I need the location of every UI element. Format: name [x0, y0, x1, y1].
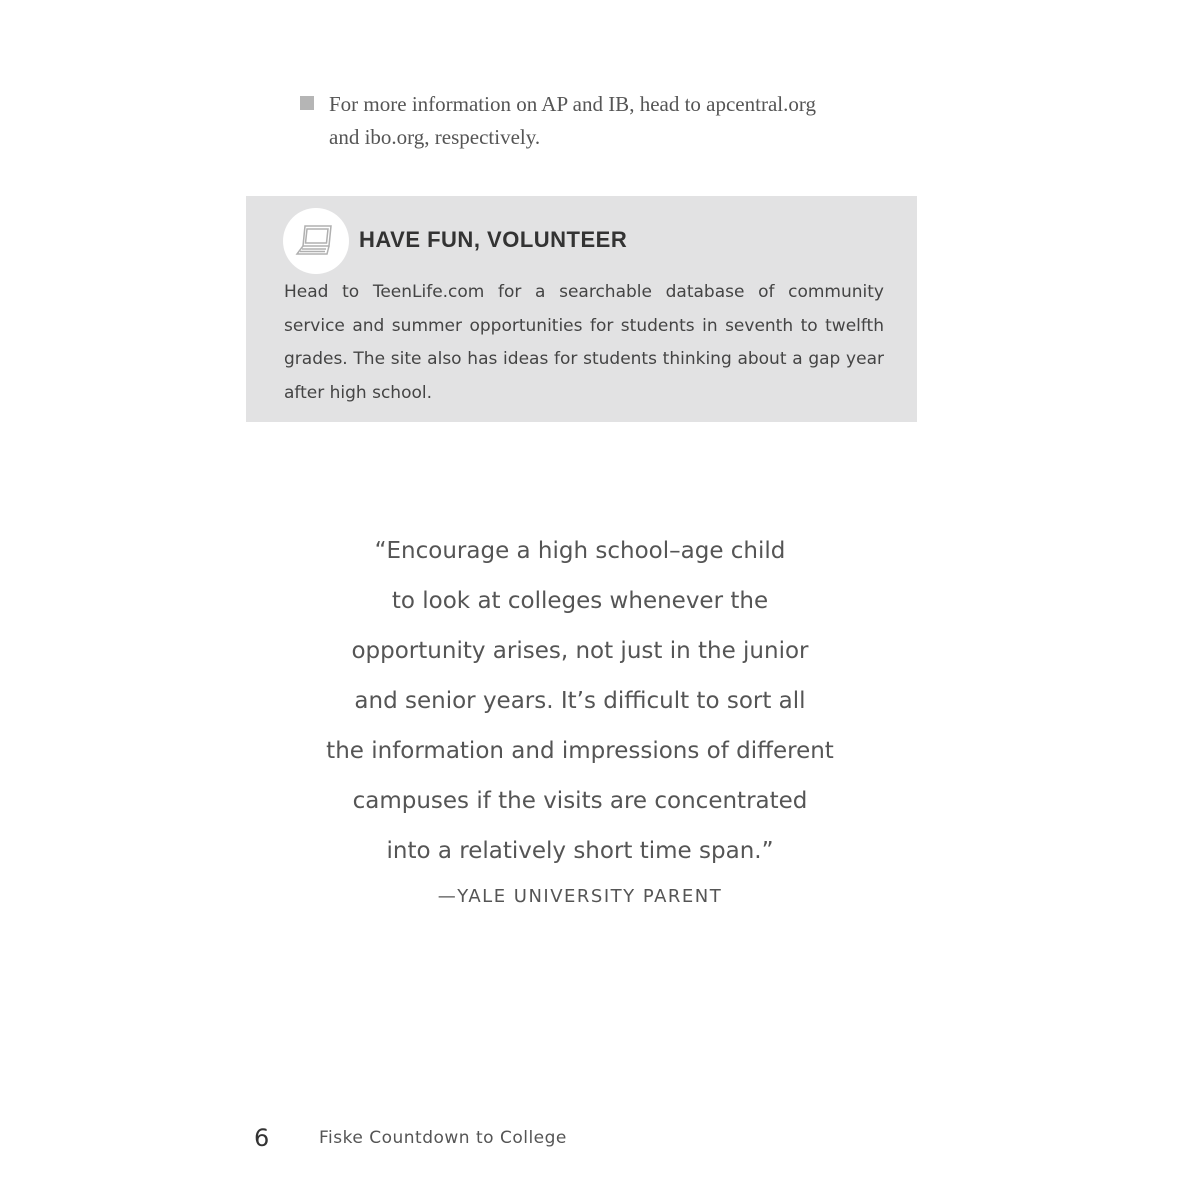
quote-line: into a relatively short time span.”: [386, 838, 774, 864]
callout-body: Head to TeenLife.com for a searchable database of community service and summer opportunities for students in seventh to twelfth grades. The site also has ideas for students thinking about a gap year after high school.: [284, 282, 884, 403]
callout-title: HAVE FUN, VOLUNTEER: [359, 227, 628, 252]
bullet-text: [329, 88, 899, 154]
quote-line: campuses if the visits are concentrated: [352, 788, 808, 814]
quote-line: to look at colleges whenever the: [391, 588, 769, 614]
bullet-square-icon: [300, 96, 314, 110]
page-number: 6: [254, 1124, 270, 1152]
quote-line: “Encourage a high school–age child: [374, 538, 786, 564]
bullet-text-line-1: For more information on AP and IB, head to apcentral.org: [329, 92, 816, 116]
quote-attribution: —YALE UNIVERSITY PARENT: [437, 886, 723, 907]
volunteer-callout-box: [246, 196, 917, 422]
running-footer-title: Fiske Countdown to College: [319, 1128, 567, 1148]
laptop-icon: [283, 208, 349, 274]
quote-line: the information and impressions of different: [326, 738, 834, 764]
pull-quote: [280, 526, 880, 876]
bullet-text-line-2: and ibo.org, respectively.: [329, 125, 541, 149]
quote-line: opportunity arises, not just in the junior: [351, 638, 809, 664]
quote-line: and senior years. It’s difficult to sort all: [354, 688, 806, 714]
